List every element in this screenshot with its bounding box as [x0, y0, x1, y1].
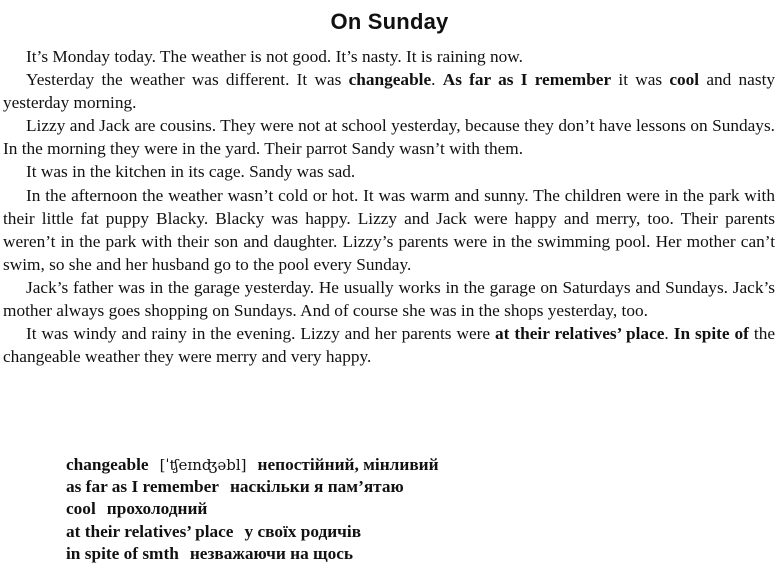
vocab-entry	[66, 521, 666, 543]
text-run: .	[664, 324, 674, 344]
vocab-entry	[66, 476, 666, 498]
story-paragraph	[3, 184, 775, 276]
vocab-highlight: In spite of	[673, 324, 749, 344]
text-run: In the afternoon the weather wasn’t cold or hot. It was warm and sunny. The children were in the park with their little fat puppy Blacky. Blacky was happy. Lizzy and Jack were happy and merry, too. Their parents weren’t in the park with their son and daughter. Lizzy’s parents were in the swimming pool. Her mother can’t swim, so she and her husband go to the pool every Sunday.	[3, 185, 775, 274]
vocab-highlight: changeable	[348, 70, 432, 90]
vocab-highlight: at their relatives’ place	[495, 324, 665, 344]
text-run: and nasty yesterday morning.	[3, 70, 776, 113]
story-text	[3, 45, 775, 368]
vocab-translation: у своїх родичів	[244, 521, 362, 541]
page-title: On Sunday	[330, 9, 449, 34]
text-run: It was in the kitchen in its cage. Sandy was sad.	[26, 162, 356, 182]
text-run: Lizzy and Jack are cousins. They were not at school yesterday, because they don’t have lessons on Sundays. In the morning they were in the yard. Their parrot Sandy wasn’t with them.	[3, 116, 775, 159]
story-paragraph	[3, 45, 775, 68]
vocab-translation: наскільки я пам’ятаю	[229, 477, 404, 497]
vocab-transcription: [ˈʧeɪnʤəbl]	[159, 456, 247, 474]
vocab-highlight: cool	[669, 70, 700, 90]
vocab-term: cool	[66, 499, 96, 519]
vocabulary-list	[66, 454, 666, 565]
vocab-translation: незважаючи на щось	[189, 543, 354, 563]
story-paragraph	[3, 114, 775, 160]
vocab-entry	[66, 543, 666, 565]
vocab-term: in spite of smth	[66, 543, 179, 563]
vocab-term: changeable	[66, 455, 149, 474]
vocab-translation: прохолодний	[106, 499, 208, 519]
vocab-entry	[66, 454, 666, 476]
story-paragraph	[3, 322, 775, 368]
text-run: It was windy and rainy in the evening. Lizzy and her parents were	[26, 324, 496, 344]
vocab-translation: непостійний, мінливий	[257, 455, 439, 474]
vocab-entry	[66, 498, 666, 520]
vocab-highlight: As far as I remember	[442, 70, 612, 90]
vocab-term: at their relatives’ place	[66, 521, 234, 541]
text-run: .	[431, 70, 443, 90]
story-paragraph	[3, 68, 775, 114]
story-paragraph	[3, 160, 775, 183]
text-run: It’s Monday today. The weather is not good. It’s nasty. It is raining now.	[26, 47, 523, 66]
text-run: Yesterday the weather was different. It was	[26, 70, 349, 90]
text-run: Jack’s father was in the garage yesterday. He usually works in the garage on Saturdays and Sundays. Jack’s mother always goes shopping on Sundays. And of course she was in the shops yesterday, too.	[3, 277, 775, 321]
text-run: it was	[611, 70, 670, 90]
text-run: the changeable weather they were merry and very happy.	[3, 324, 776, 367]
story-paragraph	[3, 276, 775, 322]
vocab-term: as far as I remember	[66, 477, 219, 497]
